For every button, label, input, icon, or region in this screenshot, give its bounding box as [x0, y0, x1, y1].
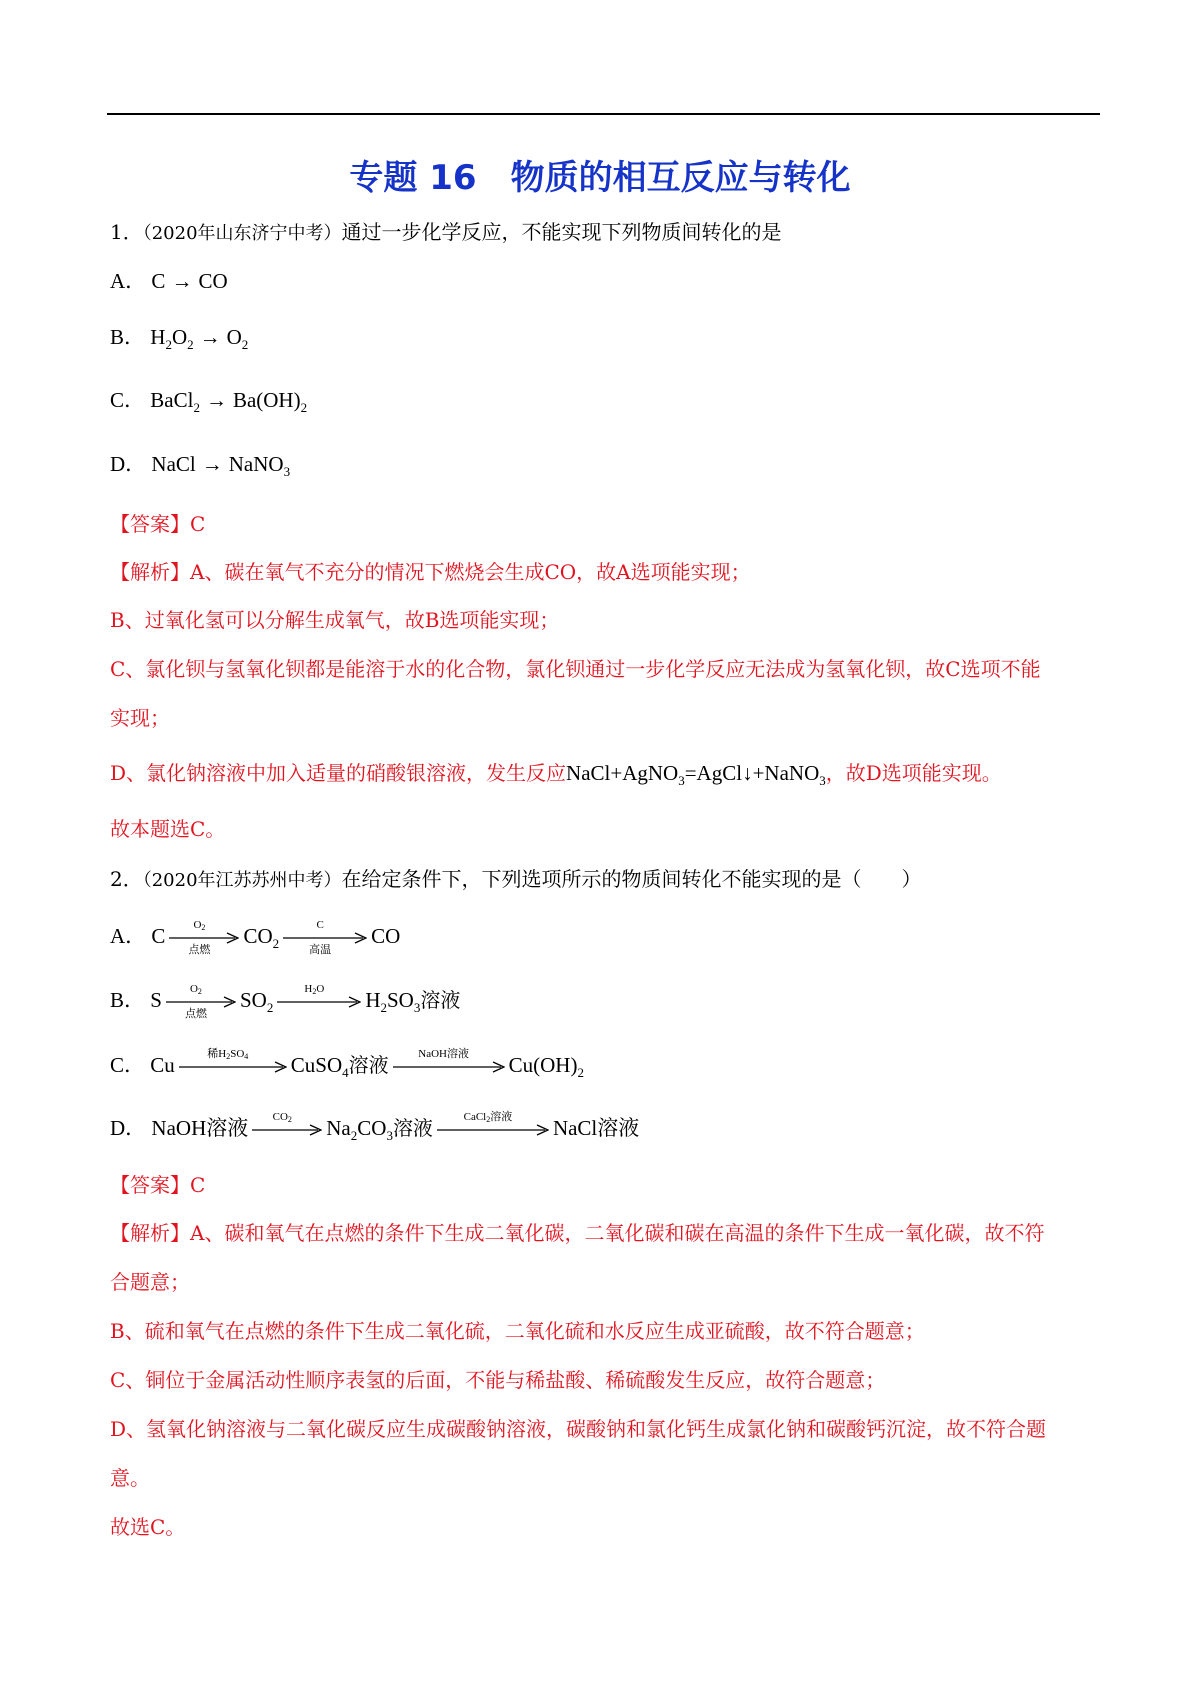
arrow-condition-top: 稀$H_2SO_4$	[207, 1048, 249, 1061]
q1-source: （2020年山东济宁中考）	[142, 223, 342, 244]
reaction-equation: NaCl+AgNO$_3$=AgCl↓+NaNO$_3$	[566, 761, 826, 788]
q2-number: 2．	[110, 867, 143, 891]
q1-number: 1．	[110, 220, 143, 244]
arrow-icon: →	[205, 388, 227, 412]
reaction-arrow-icon	[179, 1050, 287, 1084]
arrow-condition-top: $CO_2$	[272, 1111, 292, 1124]
q2-option-b: B． S $O_2$ 点燃 $SO_2$ $H_2O$ $H_2SO_3$溶液	[110, 983, 461, 1020]
q2-analysis-1-cont: 合题意；	[110, 1270, 190, 1294]
reaction-arrow-icon	[277, 985, 361, 1019]
arrow-condition-top: NaOH溶液	[418, 1048, 469, 1060]
header-rule	[107, 113, 1100, 115]
q1-stem-text: 通过一步化学反应，不能实现下列物质间转化的是	[341, 220, 782, 244]
q2-option-d: D． NaOH溶液 $CO_2$ $Na_2CO_3$溶液 CaCl$_2$溶液 NaCl溶液	[110, 1113, 639, 1147]
q2-stem-text: 在给定条件下，下列选项所示的物质间转化不能实现的是（ ）	[341, 867, 922, 891]
reaction-arrow-icon	[437, 1113, 549, 1147]
q1-answer: 【答案】C	[110, 512, 206, 536]
arrow-condition-bottom: 点燃	[184, 1008, 207, 1020]
q1-option-c: C． BaCl$_2$ → $Ba(OH)_2$	[110, 388, 308, 415]
q2-source: （2020年江苏苏州中考）	[142, 870, 342, 891]
q1-option-b: B． $H_2O_2 \to O_2$	[110, 325, 249, 352]
q1-option-d: D． NaCl → NaNO$_3$	[110, 452, 291, 479]
arrow-condition-bottom: 高温	[309, 944, 332, 956]
arrow-condition-bottom: 点燃	[188, 944, 211, 956]
q1-analysis-4: D、氯化钠溶液中加入适量的硝酸银溶液，发生反应NaCl+AgNO$_3$=AgCl↓+NaNO$_3$，故D选项能实现。	[110, 761, 1002, 788]
page-title: 专题 16 物质的相互反应与转化	[349, 158, 851, 198]
reaction-arrow-icon	[166, 985, 236, 1019]
q1-analysis-3-cont: 实现；	[110, 706, 170, 730]
arrow-icon: →	[199, 325, 221, 349]
arrow-icon: →	[171, 269, 193, 293]
q2-stem	[110, 865, 922, 895]
q2-analysis-2: B、硫和氧气在点燃的条件下生成二氧化硫，二氧化硫和水反应生成亚硫酸，故不符合题意；	[110, 1319, 925, 1343]
arrow-condition-top: C	[316, 919, 324, 931]
reaction-arrow-icon	[393, 1050, 505, 1084]
q1-analysis-1: 【解析】A、碳在氧气不充分的情况下燃烧会生成CO，故A选项能实现；	[110, 560, 751, 584]
reaction-arrow-icon	[283, 921, 367, 955]
q2-conclusion: 故选C。	[110, 1515, 186, 1539]
q1-conclusion: 故本题选C。	[110, 817, 226, 841]
q2-analysis-4-cont: 意。	[110, 1466, 150, 1490]
q1-analysis-2: B、过氧化氢可以分解生成氧气，故B选项能实现；	[110, 608, 560, 632]
q1-option-a: A． C → CO	[110, 269, 228, 293]
arrow-icon: →	[201, 452, 223, 476]
q1-analysis-3: C、氯化钡与氢氧化钡都是能溶于水的化合物，氯化钡通过一步化学反应无法成为氢氧化钡，故C选项不能	[110, 657, 1041, 681]
q2-analysis-1: 【解析】A、碳和氧气在点燃的条件下生成二氧化碳，二氧化碳和碳在高温的条件下生成一氧化碳，故不符	[110, 1221, 1045, 1245]
arrow-condition-top: $O_2$	[189, 983, 202, 996]
q2-analysis-3: C、铜位于金属活动性顺序表氢的后面，不能与稀盐酸、稀硫酸发生反应，故符合题意；	[110, 1368, 886, 1392]
arrow-condition-top: $H_2O$	[304, 983, 325, 996]
q2-analysis-4: D、氢氧化钠溶液与二氧化碳反应生成碳酸钠溶液，碳酸钠和氯化钙生成氯化钠和碳酸钙沉淀，故不符合题	[110, 1417, 1047, 1441]
arrow-condition-top: $O_2$	[193, 919, 206, 932]
reaction-arrow-icon	[252, 1113, 322, 1147]
arrow-condition-top: CaCl$_2$溶液	[463, 1111, 513, 1124]
q1-stem	[110, 218, 782, 248]
q2-option-c: C． Cu 稀$H_2SO_4$ CuSO$_4$溶液 NaOH溶液 $Cu(OH)_2$	[110, 1050, 584, 1084]
q2-option-a: A． C $O_2$ 点燃 $CO_2$ C 高温 CO	[110, 919, 401, 956]
q2-answer: 【答案】C	[110, 1173, 206, 1197]
reaction-arrow-icon	[169, 921, 239, 955]
